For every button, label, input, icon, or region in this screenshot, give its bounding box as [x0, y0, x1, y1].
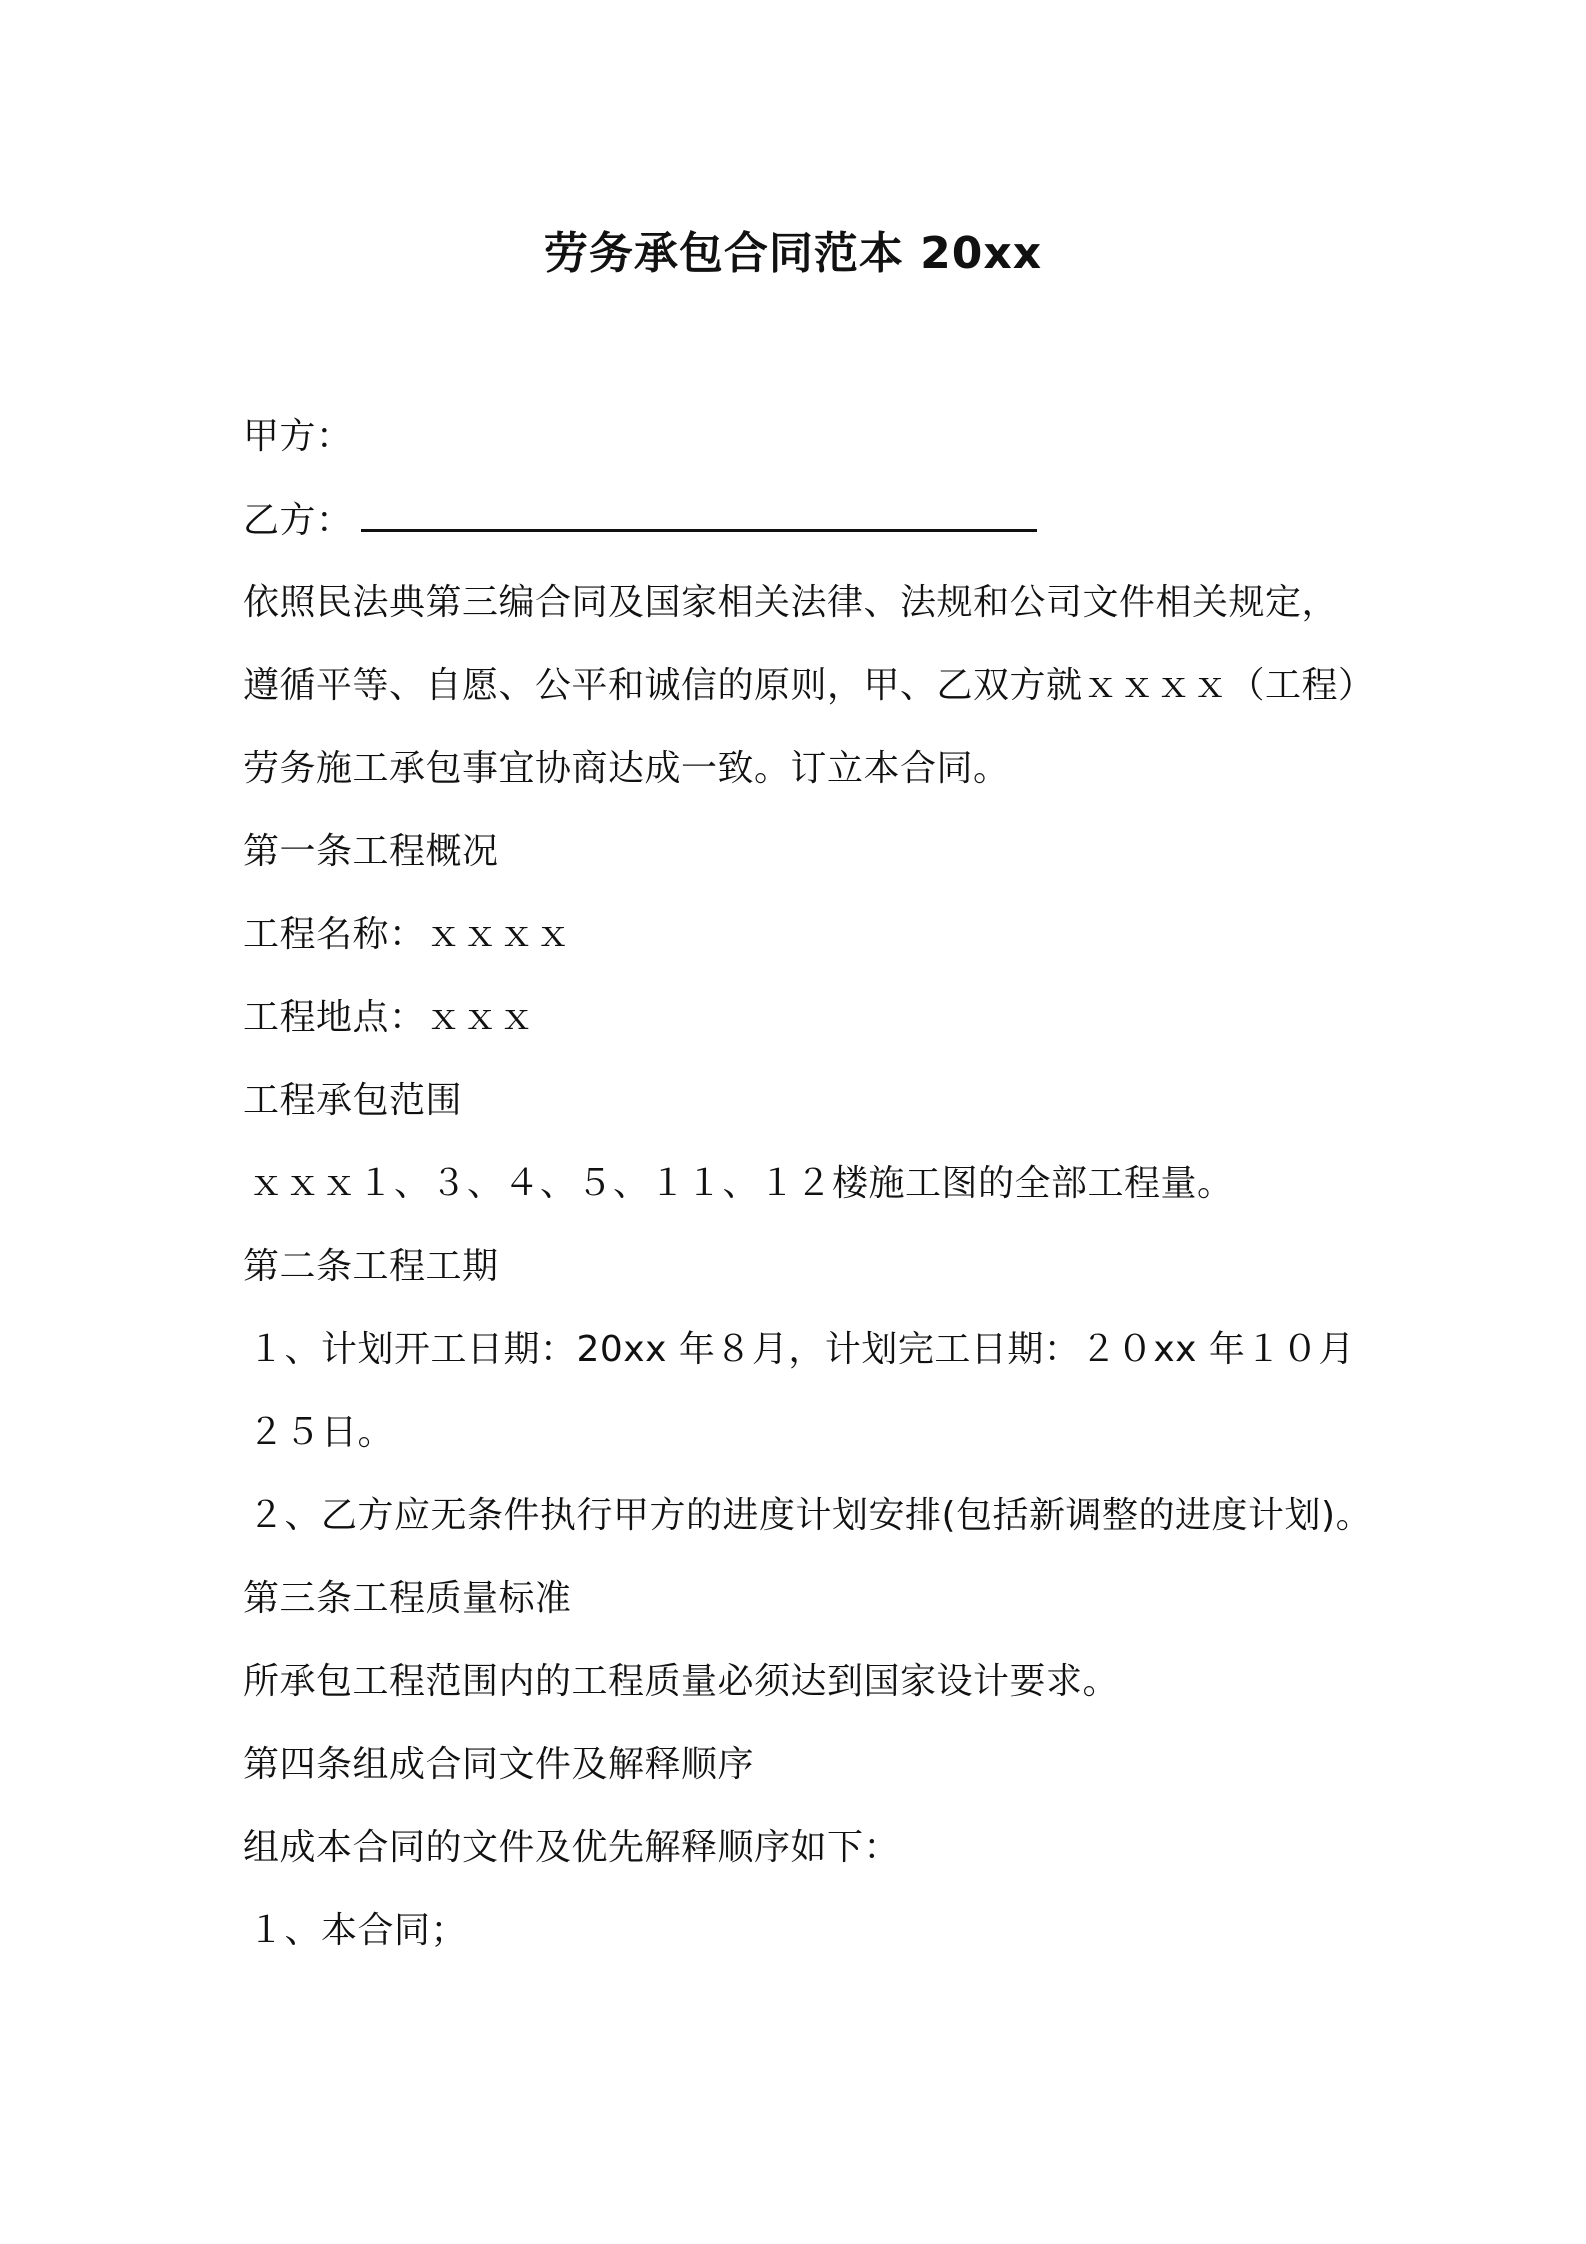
schedule-item-1: １、计划开工日期：20xx 年８月，计划完工日期：２０xx 年１０月 — [248, 1329, 1355, 1370]
scope-text: ｘｘｘ１、３、４、５、１１、１２楼施工图的全部工程量。 — [248, 1163, 1234, 1204]
party-b-blank-field[interactable] — [361, 495, 1037, 532]
documents-item-1: １、本合同； — [248, 1910, 468, 1951]
article-1-heading: 第一条工程概况 — [243, 831, 499, 872]
project-location: 工程地点：ｘｘｘ — [243, 997, 536, 1038]
intro-line-3: 劳务施工承包事宜协商达成一致。订立本合同。 — [243, 748, 1010, 789]
quality-text: 所承包工程范围内的工程质量必须达到国家设计要求。 — [243, 1661, 1120, 1702]
intro-line-2: 遵循平等、自愿、公平和诚信的原则，甲、乙双方就ｘｘｘｘ（工程） — [243, 665, 1375, 706]
schedule-item-2: ２、乙方应无条件执行甲方的进度计划安排(包括新调整的进度计划)。 — [248, 1495, 1373, 1536]
schedule-item-1-cont: ２５日。 — [248, 1412, 395, 1453]
intro-line-1: 依照民法典第三编合同及国家相关法律、法规和公司文件相关规定， — [243, 582, 1339, 623]
party-a-label: 甲方： — [243, 416, 353, 457]
article-3-heading: 第三条工程质量标准 — [243, 1578, 572, 1619]
party-b-label: 乙方： — [243, 500, 353, 541]
documents-order-text: 组成本合同的文件及优先解释顺序如下： — [243, 1827, 901, 1868]
document-title: 劳务承包合同范本 20xx — [543, 228, 1043, 279]
article-4-heading: 第四条组成合同文件及解释顺序 — [243, 1744, 755, 1785]
project-name: 工程名称：ｘｘｘｘ — [243, 914, 572, 955]
article-2-heading: 第二条工程工期 — [243, 1246, 499, 1287]
scope-heading: 工程承包范围 — [243, 1080, 463, 1121]
party-a-line — [243, 412, 353, 462]
party-b-line — [243, 495, 1037, 546]
